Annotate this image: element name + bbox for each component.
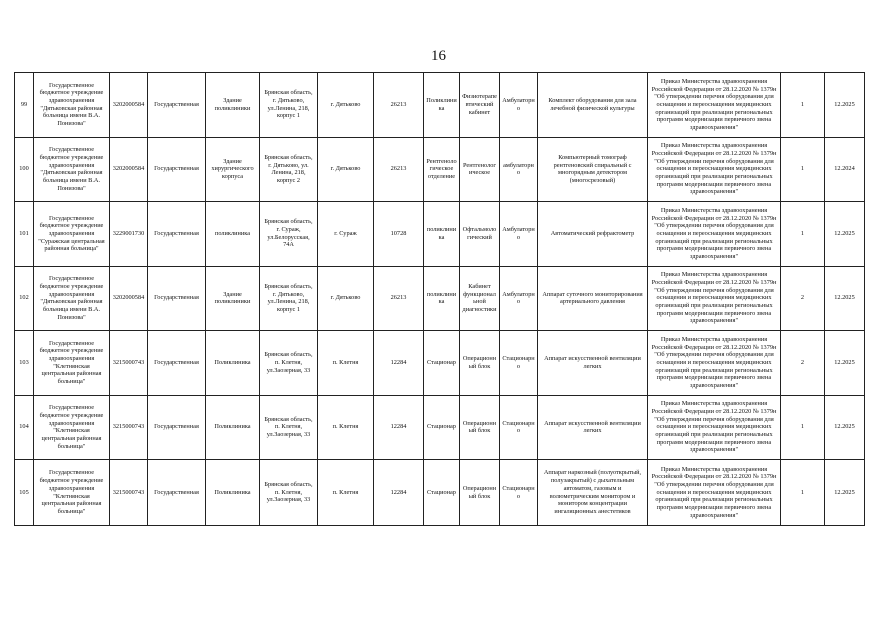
address: Брянская область, г. Дятьково, ул.Ленина, 218, корпус 1 [260, 73, 318, 138]
table-row [15, 331, 865, 396]
equipment-name: Аппарат искусственной вентиляции легких [538, 331, 648, 396]
inn-code: 3215000743 [110, 331, 148, 396]
room: Операционный блок [460, 460, 500, 526]
locality: г. Дятьково [318, 137, 374, 202]
organization-name: Государственное бюджетное учреждение здравоохранения "Суражская центральная районная больница" [34, 202, 110, 267]
legal-basis: Приказ Министерства здравоохранения Российской Федерации от 28.12.2020 № 1379н "Об утверждении перечня оборудования для оснащения и переоснащения медицинских организаций при реализации региональных программ модернизации первичного звена здравоохранения" [648, 460, 781, 526]
ownership-form: Государственная [148, 460, 206, 526]
row-number: 101 [15, 202, 34, 267]
row-number: 104 [15, 395, 34, 460]
deadline: 12.2025 [825, 266, 865, 331]
address: Брянская область, г. Дятьково, ул. Ленина, 218, корпус 2 [260, 137, 318, 202]
address: Брянская область, п. Клетня, ул.Заозерная, 33 [260, 460, 318, 526]
building-name: Поликлиника [206, 395, 260, 460]
locality: п. Клетня [318, 395, 374, 460]
deadline: 12.2025 [825, 202, 865, 267]
ownership-form: Государственная [148, 395, 206, 460]
room: Физиотерапевтический кабинет [460, 73, 500, 138]
quantity: 1 [781, 395, 825, 460]
division: Рентгенологическое отделение [424, 137, 460, 202]
address: Брянская область, г. Сураж, ул.Белорусская, 74А [260, 202, 318, 267]
quantity: 1 [781, 460, 825, 526]
room: Операционный блок [460, 331, 500, 396]
care-type: Амбулаторно [500, 73, 538, 138]
page-number: 16 [431, 48, 446, 64]
building-name: Здание хирургического корпуса [206, 137, 260, 202]
locality-code: 26213 [374, 266, 424, 331]
inn-code: 3202000584 [110, 137, 148, 202]
division: Поликлиника [424, 73, 460, 138]
locality-code: 12284 [374, 395, 424, 460]
table-row [15, 395, 865, 460]
legal-basis: Приказ Министерства здравоохранения Российской Федерации от 28.12.2020 № 1379н "Об утверждении перечня оборудования для оснащения и переоснащения медицинских организаций при реализации региональных программ модернизации первичного звена здравоохранения" [648, 395, 781, 460]
row-number: 100 [15, 137, 34, 202]
room: Офтальмологический [460, 202, 500, 267]
address: Брянская область, п. Клетня, ул.Заозерная, 33 [260, 395, 318, 460]
care-type: Стационарно [500, 395, 538, 460]
room: Рентгенологическое [460, 137, 500, 202]
quantity: 2 [781, 266, 825, 331]
inn-code: 3215000743 [110, 395, 148, 460]
legal-basis: Приказ Министерства здравоохранения Российской Федерации от 28.12.2020 № 1379н "Об утверждении перечня оборудования для оснащения и переоснащения медицинских организаций при реализации региональных программ модернизации первичного звена здравоохранения" [648, 73, 781, 138]
organization-name: Государственное бюджетное учреждение здравоохранения "Дятьковская районная больница имени В.А. Понизова" [34, 266, 110, 331]
legal-basis: Приказ Министерства здравоохранения Российской Федерации от 28.12.2020 № 1379н "Об утверждении перечня оборудования для оснащения и переоснащения медицинских организаций при реализации региональных программ модернизации первичного звена здравоохранения" [648, 137, 781, 202]
row-number: 105 [15, 460, 34, 526]
ownership-form: Государственная [148, 202, 206, 267]
building-name: Здание поликлиники [206, 266, 260, 331]
ownership-form: Государственная [148, 137, 206, 202]
locality: г. Сураж [318, 202, 374, 267]
organization-name: Государственное бюджетное учреждение здравоохранения "Дятьковская районная больница имени В.А. Понизова" [34, 137, 110, 202]
equipment-name: Аппарат суточного мониторирования артериального давления [538, 266, 648, 331]
room: Кабинет функциональной диагностики [460, 266, 500, 331]
care-type: Стационарно [500, 331, 538, 396]
locality: п. Клетня [318, 331, 374, 396]
locality: г. Дятьково [318, 266, 374, 331]
table-row [15, 460, 865, 526]
quantity: 1 [781, 137, 825, 202]
locality: п. Клетня [318, 460, 374, 526]
legal-basis: Приказ Министерства здравоохранения Российской Федерации от 28.12.2020 № 1379н "Об утверждении перечня оборудования для оснащения и переоснащения медицинских организаций при реализации региональных программ модернизации первичного звена здравоохранения" [648, 202, 781, 267]
inn-code: 3229001730 [110, 202, 148, 267]
deadline: 12.2025 [825, 395, 865, 460]
table-row [15, 73, 865, 138]
division: Стационар [424, 331, 460, 396]
row-number: 99 [15, 73, 34, 138]
ownership-form: Государственная [148, 331, 206, 396]
room: Операционный блок [460, 395, 500, 460]
locality-code: 12284 [374, 331, 424, 396]
building-name: Поликлиника [206, 331, 260, 396]
quantity: 2 [781, 331, 825, 396]
legal-basis: Приказ Министерства здравоохранения Российской Федерации от 28.12.2020 № 1379н "Об утверждении перечня оборудования для оснащения и переоснащения медицинских организаций при реализации региональных программ модернизации первичного звена здравоохранения" [648, 331, 781, 396]
inn-code: 3202000584 [110, 73, 148, 138]
organization-name: Государственное бюджетное учреждение здравоохранения "Дятьковская районная больница имени В.А. Понизова" [34, 73, 110, 138]
address: Брянская область, г. Дятьково, ул.Ленина, 218, корпус 1 [260, 266, 318, 331]
division: поликлиника [424, 202, 460, 267]
care-type: амбулаторно [500, 137, 538, 202]
equipment-table [14, 72, 865, 526]
quantity: 1 [781, 202, 825, 267]
organization-name: Государственное бюджетное учреждение здравоохранения "Клетнянская центральная районная больница" [34, 395, 110, 460]
care-type: Амбулаторно [500, 202, 538, 267]
locality-code: 12284 [374, 460, 424, 526]
equipment-name: Компьютерный томограф рентгеновский спиральный с многорядным детектором (многосрезовый) [538, 137, 648, 202]
deadline: 12.2024 [825, 137, 865, 202]
deadline: 12.2025 [825, 460, 865, 526]
division: Стационар [424, 460, 460, 526]
address: Брянская область, п. Клетня, ул.Заозерная, 33 [260, 331, 318, 396]
row-number: 103 [15, 331, 34, 396]
locality-code: 10728 [374, 202, 424, 267]
equipment-name: Автоматический рефрактометр [538, 202, 648, 267]
table-row [15, 202, 865, 267]
division: поликлиника [424, 266, 460, 331]
deadline: 12.2025 [825, 73, 865, 138]
ownership-form: Государственная [148, 266, 206, 331]
row-number: 102 [15, 266, 34, 331]
inn-code: 3215000743 [110, 460, 148, 526]
locality-code: 26213 [374, 137, 424, 202]
equipment-name: Аппарат искусственной вентиляции легких [538, 395, 648, 460]
building-name: поликлиника [206, 202, 260, 267]
quantity: 1 [781, 73, 825, 138]
division: Стационар [424, 395, 460, 460]
locality-code: 26213 [374, 73, 424, 138]
table-row [15, 137, 865, 202]
equipment-name: Аппарат наркозный (полуоткрытый, полузакрытый) с дыхательным автоматом, газовым и волюметрическим монитором и монитором концентрации ингаляционных анестетиков [538, 460, 648, 526]
building-name: Здание поликлиники [206, 73, 260, 138]
ownership-form: Государственная [148, 73, 206, 138]
organization-name: Государственное бюджетное учреждение здравоохранения "Клетнянская центральная районная больница" [34, 460, 110, 526]
equipment-name: Комплект оборудования для зала лечебной физической культуры [538, 73, 648, 138]
legal-basis: Приказ Министерства здравоохранения Российской Федерации от 28.12.2020 № 1379н "Об утверждении перечня оборудования для оснащения и переоснащения медицинских организаций при реализации региональных программ модернизации первичного звена здравоохранения" [648, 266, 781, 331]
inn-code: 3202000584 [110, 266, 148, 331]
care-type: Стационарно [500, 460, 538, 526]
building-name: Поликлиника [206, 460, 260, 526]
locality: г. Дятьково [318, 73, 374, 138]
organization-name: Государственное бюджетное учреждение здравоохранения "Клетнянская центральная районная больница" [34, 331, 110, 396]
deadline: 12.2025 [825, 331, 865, 396]
care-type: Амбулаторно [500, 266, 538, 331]
table-row [15, 266, 865, 331]
